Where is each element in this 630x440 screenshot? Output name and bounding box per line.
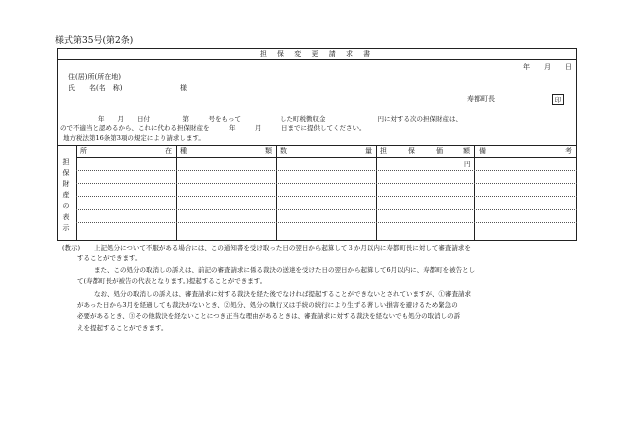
side-char: 財	[62, 180, 70, 188]
col-value-head-2: 保	[408, 147, 415, 155]
header-bottom-rule	[76, 157, 577, 158]
name-label: 氏 名(名 称)	[68, 84, 123, 92]
title-divider	[57, 59, 577, 60]
col-type-head-b: 類	[265, 147, 272, 155]
row-rule-2	[76, 183, 577, 184]
col-qty-head-a: 数	[280, 147, 287, 155]
col-remarks-head-b: 考	[565, 147, 572, 155]
row-rule-3	[76, 196, 577, 197]
col-divider-4	[474, 145, 475, 241]
table-top-rule	[57, 145, 577, 146]
instruction-p3c: 必要があるとき、③その他裁決を経ないことにつき正当な理由があるときは、審査請求に対する裁決を経ないでも処分の取消しの訴	[77, 312, 461, 320]
col-divider-3	[376, 145, 377, 241]
form-title: 担 保 変 更 請 求 書	[259, 50, 375, 58]
instruction-label: (教示)	[62, 244, 81, 252]
instruction-p1a: 上記処分について不服がある場合には、この通知書を受け取った日の翌日から起算して３か月以内に寿都町長に対して審査請求を	[94, 244, 471, 252]
body-line-3: 地方税法第16条第3項の規定により請求します。	[63, 134, 205, 142]
col-location-head-a: 所	[80, 147, 87, 155]
mayor-title: 寿都町長	[467, 95, 495, 103]
col-location-head-b: 在	[165, 147, 172, 155]
form-number: 様式第35号(第2条)	[55, 36, 134, 46]
row-rule-4	[76, 209, 577, 210]
instruction-p3a: なお、処分の取消しの訴えは、審査請求に対する裁決を経た後でなければ提起することができないとされていますが、①審査請求	[94, 290, 471, 298]
col-remarks-head-a: 備	[479, 147, 486, 155]
side-label-vertical	[61, 157, 71, 234]
instruction-p2b: て(寿都町長が被告の代表となります。)提起することができます。	[77, 277, 267, 285]
side-char: 表	[62, 213, 70, 221]
side-label-divider	[76, 145, 77, 241]
instruction-p3b: があった日から3月を経過しても裁決がないとき、②処分、処分の執行又は手続の続行により生ずる著しい損害を避けるため緊急の	[77, 301, 458, 309]
side-char: 担	[62, 158, 70, 166]
row-rule-1	[76, 170, 577, 171]
col-qty-head-b: 量	[365, 147, 372, 155]
body-line-1: 年 月 日付 第 号をもって した町税徴収金 円に対する次の担保財産は、	[98, 115, 462, 123]
sama-honorific: 様	[180, 84, 187, 92]
side-char: 産	[62, 191, 70, 199]
official-seal: 印	[552, 94, 564, 105]
instruction-p2a: また、この処分の取消しの訴えは、前記の審査請求に係る裁決の送達を受けた日の翌日から起算して6月以内に、寿都町を被告とし	[94, 266, 476, 274]
col-value-head-4: 額	[463, 147, 470, 155]
col-divider-1	[176, 145, 177, 241]
yen-unit: 円	[464, 160, 471, 168]
col-value-head-3: 価	[436, 147, 443, 155]
issue-date: 年 月 日	[523, 63, 572, 71]
side-char: の	[62, 202, 70, 210]
instruction-p3d: えを提起することができます。	[77, 324, 168, 332]
instruction-p1b: することができます。	[77, 254, 142, 262]
row-rule-5	[76, 222, 577, 223]
col-value-head-1: 担	[380, 147, 387, 155]
side-char: 保	[62, 169, 70, 177]
col-type-head-a: 種	[180, 147, 187, 155]
body-line-2: ので不適当と認めるから、これに代わる担保財産を 年 月 日までに提供してください。	[60, 124, 366, 132]
side-char: 示	[62, 224, 70, 232]
address-label: 住(居)所(所在地)	[68, 73, 121, 81]
col-divider-2	[276, 145, 277, 241]
